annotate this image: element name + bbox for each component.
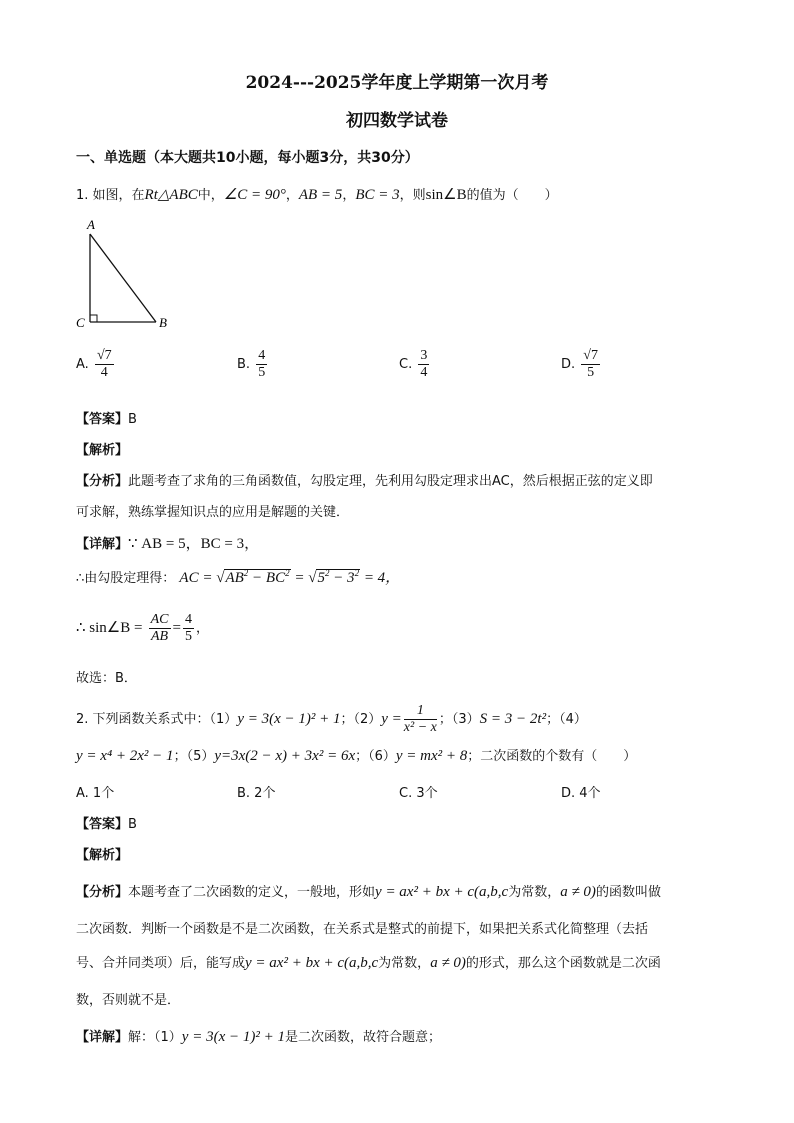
q2-func2-den: x² − x	[403, 720, 437, 735]
q1-option-c	[399, 348, 431, 381]
q1-option-c-den: 4	[420, 365, 428, 380]
page-subtitle: 初四数学试卷	[346, 111, 448, 131]
q2-option-a: A. 1个	[76, 786, 115, 801]
q2-line2-b: ；（6）	[355, 749, 396, 764]
q2-fenxi-tag: 【分析】	[76, 885, 129, 900]
q1-stem: 1. 如图，在Rt△ABC中，∠C = 90°，AB = 5，BC = 3，则sin∠B的值为（ ）	[76, 187, 558, 203]
q2-fenxi-l1-c: 的函数叫做	[595, 885, 661, 900]
q2-fenxi-l3-formula: y = ax² + bx + c(a,b,c	[245, 955, 379, 971]
q1-detail-tag: 【详解】	[76, 537, 129, 552]
q2-answer	[76, 813, 137, 832]
q2-fenxi-l1-a: 本题考查了二次函数的定义，一般地，形如	[128, 885, 376, 900]
q1-option-b	[237, 348, 269, 381]
q1-final: 故选：B．	[76, 671, 137, 686]
q1-cond3: BC = 3	[355, 187, 400, 203]
q2-detail-tag: 【详解】	[76, 1030, 129, 1045]
q2-detail-b: 是二次函数，故符合题意；	[284, 1030, 441, 1045]
q1-option-a-num: √7	[96, 348, 112, 363]
q1-stem-end: 的值为（ ）	[466, 188, 558, 203]
q2-func5: y=3x(2 − x) + 3x² = 6x	[214, 748, 356, 764]
q1-stem-prefix: 1. 如图，在	[76, 188, 145, 203]
q2-option-b: B. 2个	[237, 786, 276, 801]
q2-fenxi-l1-formula: y = ax² + bx + c(a,b,c	[375, 884, 509, 900]
q2-fenxi-l3-a: 号、合并同类项）后，能写成	[76, 956, 246, 971]
q1-option-d-label: D.	[561, 357, 576, 372]
q1-fenxi-text1: 此题考查了求角的三角函数值，勾股定理，先利用勾股定理求出AC，然后根据正弦的定义即	[128, 474, 653, 489]
q2-func2-num: 1	[404, 703, 437, 720]
q1-option-c-num: 3	[420, 348, 428, 363]
vertex-label-b: B	[159, 315, 167, 330]
q1-option-a-label: A.	[76, 357, 89, 372]
q1-option-d-fraction	[581, 348, 600, 381]
q1-cond1: ∠C = 90°	[223, 187, 286, 203]
q1-option-b-label: B.	[237, 357, 251, 372]
q1-option-a-fraction	[95, 348, 114, 381]
q1-option-a-den: 4	[100, 365, 108, 380]
q2-fenxi-l3-b: 为常数，	[378, 956, 431, 971]
q2-analysis-tag: 【解析】	[76, 848, 129, 863]
q1-detail-line2	[76, 566, 400, 587]
triangle-figure	[70, 214, 190, 334]
q2-func4: y = x⁴ + 2x² − 1	[76, 748, 174, 764]
q1-answer-tag: 【答案】	[76, 412, 129, 427]
q2-fenxi-l3-cond: a ≠ 0)	[430, 955, 466, 971]
q2-stem-line2	[76, 745, 636, 765]
q1-option-b-num: 4	[258, 348, 266, 363]
q2-answer-tag: 【答案】	[76, 817, 129, 832]
q2-line1-d: ；（4）	[546, 712, 587, 727]
vertex-label-c: C	[76, 315, 85, 330]
q2-func2-fraction	[404, 703, 437, 736]
q1-answer	[76, 408, 137, 427]
q1-detail-line3: ∴ sin∠B = $\frac{AC}{AB}$ = $\frac{4}{5}$ ，	[76, 612, 209, 644]
q2-option-c: C. 3个	[399, 786, 438, 801]
q1-cond2: AB = 5	[298, 187, 343, 203]
q2-fenxi-line2: 二次函数．判断一个函数是不是二次函数，在关系式是整式的前提下，如果把关系式化简整理（去括	[76, 922, 649, 937]
q1-detail-text1: ∵ AB = 5，BC = 3，	[128, 536, 260, 552]
q1-option-d-num: √7	[583, 348, 598, 363]
q1-detail-line1	[76, 532, 259, 553]
q1-answer-value: B	[128, 412, 137, 427]
q1-pythag-formula: AC = $√AB^2 - BC^2 = √5^2 - 3^2 = 4$，	[179, 568, 401, 586]
q2-answer-value: B	[128, 817, 137, 832]
q2-detail-formula: y = 3(x − 1)² + 1	[181, 1029, 285, 1045]
q2-line2-a: ；（5）	[173, 749, 215, 764]
q2-fenxi-line3	[76, 952, 661, 972]
q2-stem-line1	[76, 703, 587, 736]
q1-ratio-fraction: $\frac{AC}{AB}$	[150, 612, 169, 644]
q2-line1-a: 2. 下列函数关系式中：（1）	[76, 712, 238, 727]
q1-detail-line3-prefix: ∴ sin∠B =	[76, 620, 143, 636]
q2-line1-c: ；（3）	[438, 712, 480, 727]
q2-detail-line1	[76, 1026, 441, 1046]
q1-stem-mid2: ，则	[399, 188, 426, 203]
q2-option-d: D. 4个	[561, 786, 601, 801]
q2-func6: y = mx² + 8	[395, 748, 468, 764]
q1-fenxi-tag: 【分析】	[76, 474, 129, 489]
page-title: 2024---2025学年度上学期第一次月考	[245, 73, 549, 93]
q1-option-c-label: C.	[399, 357, 413, 372]
q1-option-c-fraction	[418, 348, 429, 381]
q2-fenxi-line4: 数，否则就不是．	[76, 993, 181, 1008]
q1-option-b-den: 5	[258, 365, 266, 380]
q1-fenxi-line1	[76, 470, 653, 489]
q1-option-d-den: 5	[587, 365, 595, 380]
q2-line1-b: ；（2）	[340, 712, 382, 727]
q2-fenxi-line1	[76, 881, 661, 901]
q1-option-b-fraction	[256, 348, 267, 381]
q2-func1: y = 3(x − 1)² + 1	[237, 711, 341, 727]
q2-func3: S = 3 − 2t²	[479, 711, 547, 727]
q2-fenxi-l1-b: 为常数，	[508, 885, 561, 900]
q1-ask: sin∠B	[425, 187, 467, 203]
q2-func2-lhs: y =	[381, 711, 402, 727]
q2-fenxi-l3-c: 的形式，那么这个函数就是二次函	[465, 956, 661, 971]
vertex-label-a: A	[87, 217, 95, 232]
section-heading: 一、单选题（本大题共10小题，每小题3分，共30分）	[76, 150, 419, 166]
q2-detail-a: 解：（1）	[128, 1030, 182, 1045]
q1-stem-rt: Rt△ABC	[144, 187, 198, 203]
q1-detail-line2-prefix: ∴由勾股定理得：	[76, 571, 176, 586]
q2-line2-c: ；二次函数的个数有（ ）	[467, 749, 637, 764]
q1-option-d	[561, 348, 602, 381]
q1-fenxi-line2: 可求解，熟练掌握知识点的应用是解题的关键．	[76, 505, 350, 520]
q1-analysis-tag: 【解析】	[76, 443, 129, 458]
q1-result-fraction: $\frac{4}{5}$	[184, 612, 192, 644]
q1-option-a	[76, 348, 116, 381]
q1-stem-mid1: 中，	[197, 188, 224, 203]
q2-fenxi-l1-cond: a ≠ 0)	[560, 884, 596, 900]
